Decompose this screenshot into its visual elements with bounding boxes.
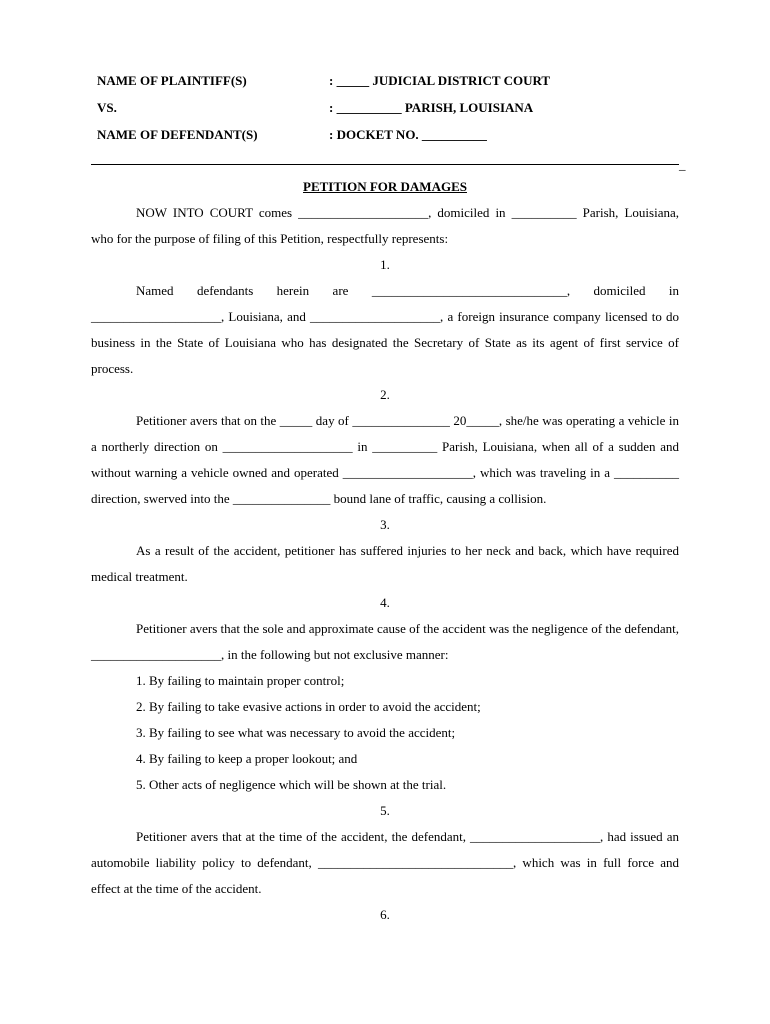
negligence-item-4: 4. By failing to keep a proper lookout; and bbox=[136, 751, 358, 766]
negligence-item-1: 1. By failing to maintain proper control; bbox=[136, 673, 345, 688]
section-number-5: 5. bbox=[380, 803, 390, 818]
negligence-item-2: 2. By failing to take evasive actions in order to avoid the accident; bbox=[136, 699, 481, 714]
caption-divider-tail: _ bbox=[679, 157, 686, 172]
section-number-2: 2. bbox=[380, 387, 390, 402]
court-line: : _____ JUDICIAL DISTRICT COURT bbox=[329, 72, 551, 88]
caption-row-plaintiff bbox=[97, 67, 697, 94]
case-caption bbox=[97, 67, 697, 148]
section-text-4: Petitioner avers that the sole and approximate cause of the accident was the negligence of the defendant, ____________________, in the following but not exclusive manner: bbox=[91, 621, 679, 662]
caption-row-defendant bbox=[97, 121, 697, 148]
section-text-1: Named defendants herein are ______________________________, domiciled in ____________________, Louisiana, and ____________________, a foreign insurance company licensed to do business in the State of Louisiana who has designated the Secretary of State as its agent of first service of process. bbox=[91, 283, 679, 376]
section-text-2: Petitioner avers that on the _____ day of _______________ 20_____, she/he was operating a vehicle in a northerly direction on ____________________ in __________ Parish, Louisiana, when all of a sudden and without warning a vehicle owned and operated ____________________, which was traveling in a __________ direction, swerved into the _______________ bound lane of traffic, causing a collision. bbox=[91, 413, 679, 506]
section-number-6: 6. bbox=[380, 907, 390, 922]
parish-line: : __________ PARISH, LOUISIANA bbox=[329, 99, 534, 115]
defendant-label: NAME OF DEFENDANT(S) bbox=[97, 126, 258, 142]
plaintiff-label: NAME OF PLAINTIFF(S) bbox=[97, 72, 247, 88]
negligence-item-3: 3. By failing to see what was necessary to avoid the accident; bbox=[136, 725, 456, 740]
section-text-5: Petitioner avers that at the time of the accident, the defendant, ____________________, had issued an automobile liability policy to defendant, ______________________________, which was in full force and effect at the time of the accident. bbox=[91, 829, 679, 896]
vs-label: VS. bbox=[97, 99, 117, 115]
petition-body bbox=[91, 174, 679, 928]
section-text-3: As a result of the accident, petitioner has suffered injuries to her neck and back, which have required medical treatment. bbox=[91, 543, 679, 584]
caption-divider bbox=[91, 164, 679, 165]
document-title: PETITION FOR DAMAGES bbox=[303, 179, 467, 194]
negligence-item-5: 5. Other acts of negligence which will be shown at the trial. bbox=[136, 777, 447, 792]
section-number-1: 1. bbox=[380, 257, 390, 272]
intro-paragraph: NOW INTO COURT comes ____________________, domiciled in __________ Parish, Louisiana, who for the purpose of filing of this Petition, respectfully represents: bbox=[91, 205, 679, 246]
caption-row-vs bbox=[97, 94, 697, 121]
section-number-4: 4. bbox=[380, 595, 390, 610]
docket-line: : DOCKET NO. __________ bbox=[329, 126, 487, 142]
section-number-3: 3. bbox=[380, 517, 390, 532]
